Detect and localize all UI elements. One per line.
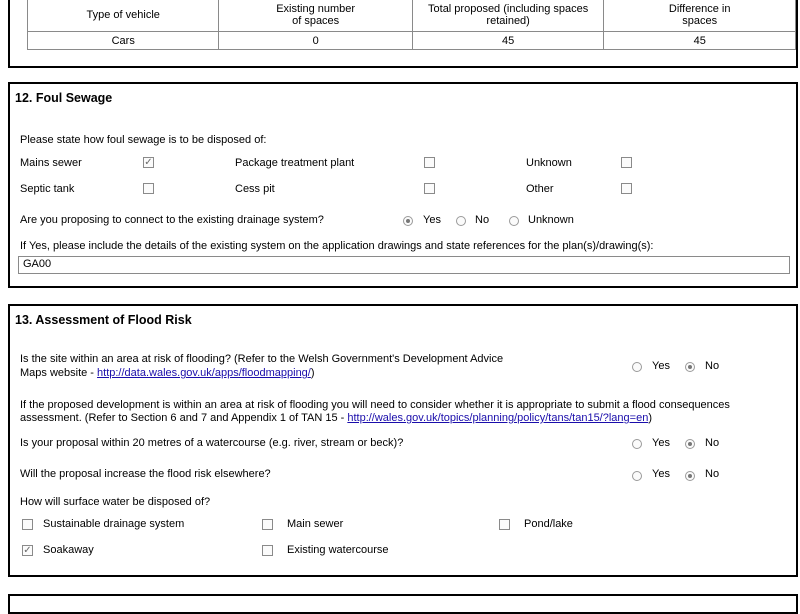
parking-section <box>8 0 798 68</box>
details-prompt: If Yes, please include the details of the existing system on the application drawings and state references for the plan(s)/drawing(s): <box>20 240 654 252</box>
checkbox-sustainable-drainage[interactable] <box>22 519 33 530</box>
option-label-sustainable-drainage: Sustainable drainage system <box>43 518 185 530</box>
radio-label-no: No <box>705 468 720 480</box>
radio-drainage-unknown[interactable] <box>509 216 519 226</box>
header-text: retained) <box>486 14 530 27</box>
drainage-question: Are you proposing to connect to the existing drainage system? <box>20 214 324 226</box>
cell-total[interactable]: 45 <box>412 32 604 50</box>
header-text: Type of vehicle <box>86 8 160 21</box>
surface-water-question: How will surface water be disposed of? <box>20 496 211 508</box>
header-text: Difference in <box>668 2 731 15</box>
tan15-link[interactable]: http://wales.gov.uk/topics/planning/policy/tans/tan15/?lang=en <box>347 412 649 424</box>
table-row <box>28 32 796 50</box>
text: ) <box>310 367 315 379</box>
option-label-pond-lake: Pond/lake <box>524 518 573 530</box>
header-text: spaces <box>682 14 718 27</box>
checkbox-soakaway[interactable]: ✓ <box>23 545 32 556</box>
section-title: 12. Foul Sewage <box>15 91 113 105</box>
header-text: of spaces <box>292 14 340 27</box>
checkbox-main-sewer[interactable] <box>262 519 273 530</box>
cell-existing[interactable]: 0 <box>219 32 412 50</box>
option-label-existing-watercourse: Existing watercourse <box>287 544 389 556</box>
checkbox-existing-watercourse[interactable] <box>262 545 273 556</box>
flood-question-1-line2 <box>20 367 315 379</box>
header-existing-spaces <box>219 0 412 32</box>
header-text: Total proposed (including spaces <box>428 2 589 15</box>
radio-q1-yes[interactable] <box>632 362 642 372</box>
option-label-septic-tank: Septic tank <box>20 183 75 195</box>
radio-label-no: No <box>705 437 720 449</box>
option-label-soakaway: Soakaway <box>43 544 94 556</box>
flood-note-line1: If the proposed development is within an area at risk of flooding you will need to consider whether it is appropriate to submit a flood consequences <box>20 399 730 411</box>
checkbox-septic-tank[interactable] <box>143 183 154 194</box>
flood-note-line2 <box>20 412 652 424</box>
radio-label-yes: Yes <box>652 468 670 480</box>
parking-table-header-row <box>28 0 796 32</box>
checkbox-package-treatment[interactable] <box>424 157 435 168</box>
radio-q3-no[interactable] <box>685 471 695 481</box>
flood-question-1-line1: Is the site within an area at risk of flooding? (Refer to the Welsh Government's Development Advice <box>20 353 504 365</box>
drawing-reference-field[interactable]: GA00 <box>18 256 790 274</box>
checkbox-mains-sewer[interactable]: ✓ <box>144 157 153 168</box>
flood-risk-section <box>8 304 798 577</box>
flood-question-3: Will the proposal increase the flood risk elsewhere? <box>20 468 271 480</box>
header-type-of-vehicle <box>28 0 219 32</box>
cell-difference[interactable]: 45 <box>604 32 796 50</box>
header-text: Existing number <box>276 2 356 15</box>
next-section <box>8 594 798 614</box>
option-label-unknown: Unknown <box>526 157 572 169</box>
checkbox-unknown[interactable] <box>621 157 632 168</box>
section-title: 13. Assessment of Flood Risk <box>15 313 192 327</box>
text: Maps website - <box>20 367 98 379</box>
checkbox-pond-lake[interactable] <box>499 519 510 530</box>
radio-label-yes: Yes <box>652 437 670 449</box>
flood-mapping-link[interactable]: http://data.wales.gov.uk/apps/floodmapping/ <box>97 367 311 379</box>
radio-label-yes: Yes <box>652 360 670 372</box>
radio-drainage-no[interactable] <box>456 216 466 226</box>
text: assessment. (Refer to Section 6 and 7 and Appendix 1 of TAN 15 - <box>20 412 348 424</box>
checkbox-other[interactable] <box>621 183 632 194</box>
radio-drainage-yes[interactable] <box>403 216 413 226</box>
radio-label-no: No <box>705 360 720 372</box>
radio-label-unknown: Unknown <box>528 214 574 226</box>
text: ) <box>648 412 652 424</box>
radio-q2-no[interactable] <box>685 439 695 449</box>
cell-type: Cars <box>28 32 219 50</box>
option-label-main-sewer: Main sewer <box>287 518 344 530</box>
foul-sewage-section <box>8 82 798 288</box>
option-label-cess-pit: Cess pit <box>235 183 275 195</box>
header-total-proposed <box>412 0 604 32</box>
radio-q2-yes[interactable] <box>632 439 642 449</box>
radio-label-yes: Yes <box>423 214 441 226</box>
option-label-other: Other <box>526 183 554 195</box>
foul-sewage-question: Please state how foul sewage is to be disposed of: <box>20 134 267 146</box>
checkbox-cess-pit[interactable] <box>424 183 435 194</box>
option-label-package-treatment: Package treatment plant <box>235 157 355 169</box>
radio-q1-no[interactable] <box>685 362 695 372</box>
header-difference <box>604 0 796 32</box>
radio-q3-yes[interactable] <box>632 471 642 481</box>
radio-label-no: No <box>475 214 490 226</box>
option-label-mains-sewer: Mains sewer <box>20 157 82 169</box>
parking-table <box>27 0 796 50</box>
flood-question-2: Is your proposal within 20 metres of a watercourse (e.g. river, stream or beck)? <box>20 437 404 449</box>
